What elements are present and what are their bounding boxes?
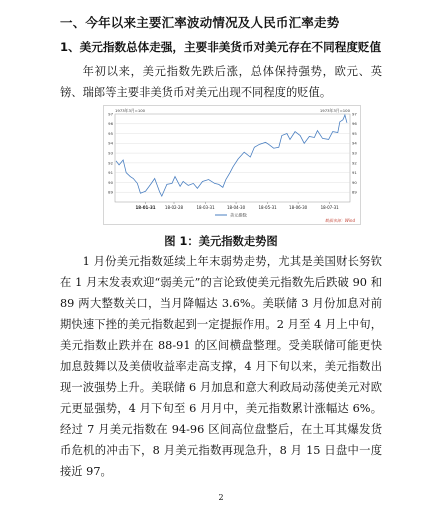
x-tick-label: 18-04-30 — [226, 205, 246, 210]
y-tick-label-right: 92 — [352, 160, 357, 166]
y-tick-label-left: 94 — [108, 140, 113, 146]
analysis-paragraph: 1 月份美元指数延续上年末弱势走势，尤其是美国财长努钦在 1 月末发表欢迎“弱美元”的言论致使美元指数先后跌破 90 和 89 两大整数关口，当月降幅达 3.6%。美联储 3 月份加息对前期快速下挫的美元指数起到一定提振作用。2 月至 4 月上中旬，美元指数止跌并在 88-91 的区间横盘整理。受美联储可能更快加息鼓舞以及美债收益率走高支撑，4 月下旬以来，美元指数出现一波强势上升。美联储 6 月加息和意大利政局动荡使美元对欧元更显强势，4 月下旬至 6 月月中，美元指数累计涨幅达 6%。经过 7 月美元指数在 94-96 区间高位盘整后，在土耳其爆发货币危机的冲击下，8 月美元指数再现急升，8 月 15 日盘中一度接近 97。 — [60, 255, 382, 478]
y-tick-label-right: 93 — [352, 150, 357, 156]
y-tick-label-left: 93 — [108, 150, 113, 156]
section-heading: 一、今年以来主要汇率波动情况及人民币汇率走势 — [60, 15, 340, 30]
y-tick-label-right: 97 — [352, 111, 357, 117]
x-tick-label: 18-05-31 — [258, 205, 277, 210]
y-tick-label-left: 92 — [108, 160, 113, 166]
x-tick-label: 18-07-31 — [320, 205, 339, 210]
y-tick-label-right: 90 — [352, 179, 357, 185]
y-tick-label-right: 94 — [352, 140, 357, 146]
y-tick-label-right: 96 — [352, 121, 357, 127]
x-tick-label: 18-02-28 — [164, 205, 184, 210]
y-tick-label-left: 89 — [108, 189, 113, 195]
y-tick-label-right: 89 — [352, 189, 357, 195]
x-tick-label: 18-06-30 — [289, 205, 308, 210]
x-tick-label: 18-01-31 — [135, 205, 156, 210]
legend-label: 美元指数 — [230, 212, 247, 218]
figure-caption: 图 1：美元指数走势图 — [164, 235, 278, 248]
y-tick-label-right: 95 — [352, 130, 357, 136]
subsection-heading: 1、美元指数总体走强，主要非美货币对美元存在不同程度贬值 — [60, 40, 382, 54]
x-tick-label: 18-03-31 — [196, 205, 215, 210]
y-tick-label-left: 96 — [108, 121, 113, 127]
y-tick-label-left: 95 — [108, 130, 113, 136]
corner-label-left: 1973年3月=100 — [115, 108, 146, 113]
y-tick-label-left: 97 — [108, 111, 113, 117]
data-source: 数据来源：Wind — [324, 218, 355, 223]
y-tick-label-right: 91 — [352, 170, 357, 176]
page-number: 2 — [218, 493, 224, 502]
y-tick-label-left: 91 — [108, 170, 113, 176]
corner-label-right: 1973年3月=100 — [319, 108, 350, 113]
dollar-index-chart — [103, 105, 361, 225]
y-tick-label-left: 90 — [108, 179, 113, 185]
intro-paragraph: 年初以来，美元指数先跌后涨，总体保持强势，欧元、英镑、瑞郎等主要非美货币对美元出现不同程度的贬值。 — [60, 65, 382, 99]
